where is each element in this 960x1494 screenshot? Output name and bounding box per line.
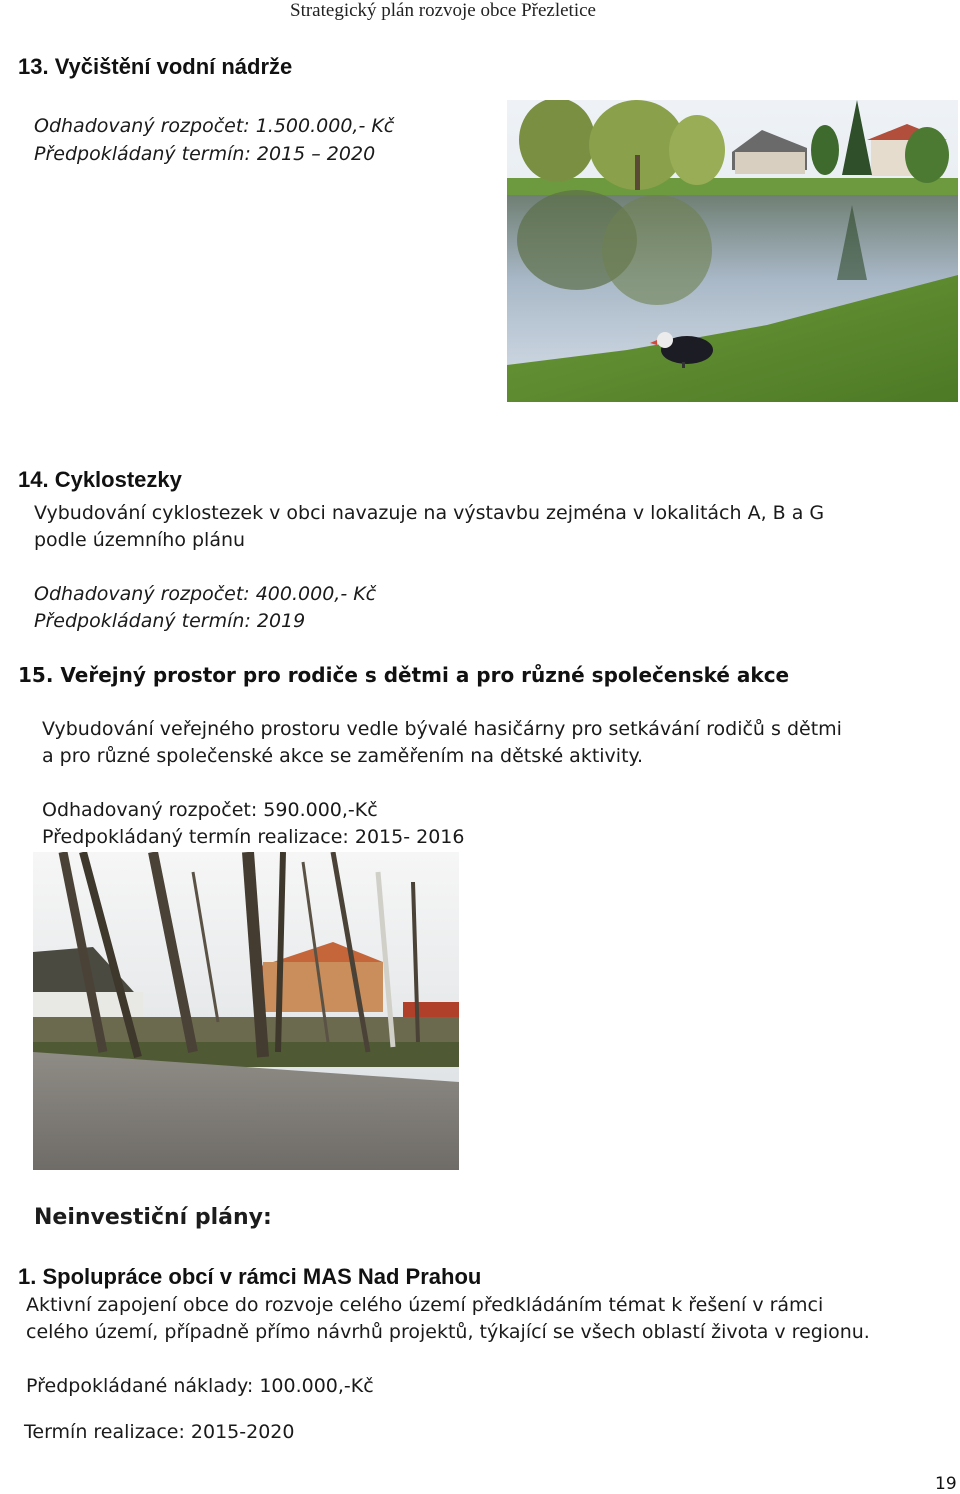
section-15-term: Předpokládaný termín realizace: 2015- 2016: [42, 826, 465, 848]
noninvestment-heading: Neinvestiční plány:: [34, 1205, 272, 1230]
fire-station-site-photo: [33, 852, 459, 1170]
section-15-description-line-1: Vybudování veřejného prostoru vedle bývalé hasičárny pro setkávání rodičů s dětmi: [42, 718, 842, 740]
noninvestment-item-1-heading: 1. Spolupráce obcí v rámci MAS Nad Prahou: [18, 1264, 482, 1289]
pond-photo: [507, 100, 958, 402]
running-header: Strategický plán rozvoje obce Přezletice: [290, 0, 596, 21]
section-14-term: Předpokládaný termín: 2019: [34, 610, 306, 632]
section-15-budget: Odhadovaný rozpočet: 590.000,-Kč: [42, 799, 378, 821]
noninvestment-item-1-costs: Předpokládané náklady: 100.000,-Kč: [26, 1375, 374, 1397]
section-13-heading: 13. Vyčištění vodní nádrže: [18, 54, 293, 79]
section-14-heading: 14. Cyklostezky: [18, 467, 182, 492]
noninvestment-item-1-description-line-2: celého území, případně přímo návrhů projektů, týkající se všech oblastí života v regionu.: [26, 1321, 870, 1343]
noninvestment-item-1-description-line-1: Aktivní zapojení obce do rozvoje celého území předkládáním témat k řešení v rámci: [26, 1294, 824, 1316]
noninvestment-item-1-term: Termín realizace: 2015-2020: [24, 1421, 295, 1443]
section-14-budget: Odhadovaný rozpočet: 400.000,- Kč: [34, 583, 377, 605]
page-number: 19: [935, 1474, 957, 1494]
section-13-budget: Odhadovaný rozpočet: 1.500.000,- Kč: [34, 115, 395, 137]
section-13-term: Předpokládaný termín: 2015 – 2020: [34, 143, 376, 165]
section-14-description-line-1: Vybudování cyklostezek v obci navazuje na výstavbu zejména v lokalitách A, B a G: [34, 502, 825, 524]
section-15-heading: 15. Veřejný prostor pro rodiče s dětmi a pro různé společenské akce: [18, 663, 790, 687]
section-15-description-line-2: a pro různé společenské akce se zaměřením na dětské aktivity.: [42, 745, 644, 767]
section-14-description-line-2: podle územního plánu: [34, 529, 246, 551]
